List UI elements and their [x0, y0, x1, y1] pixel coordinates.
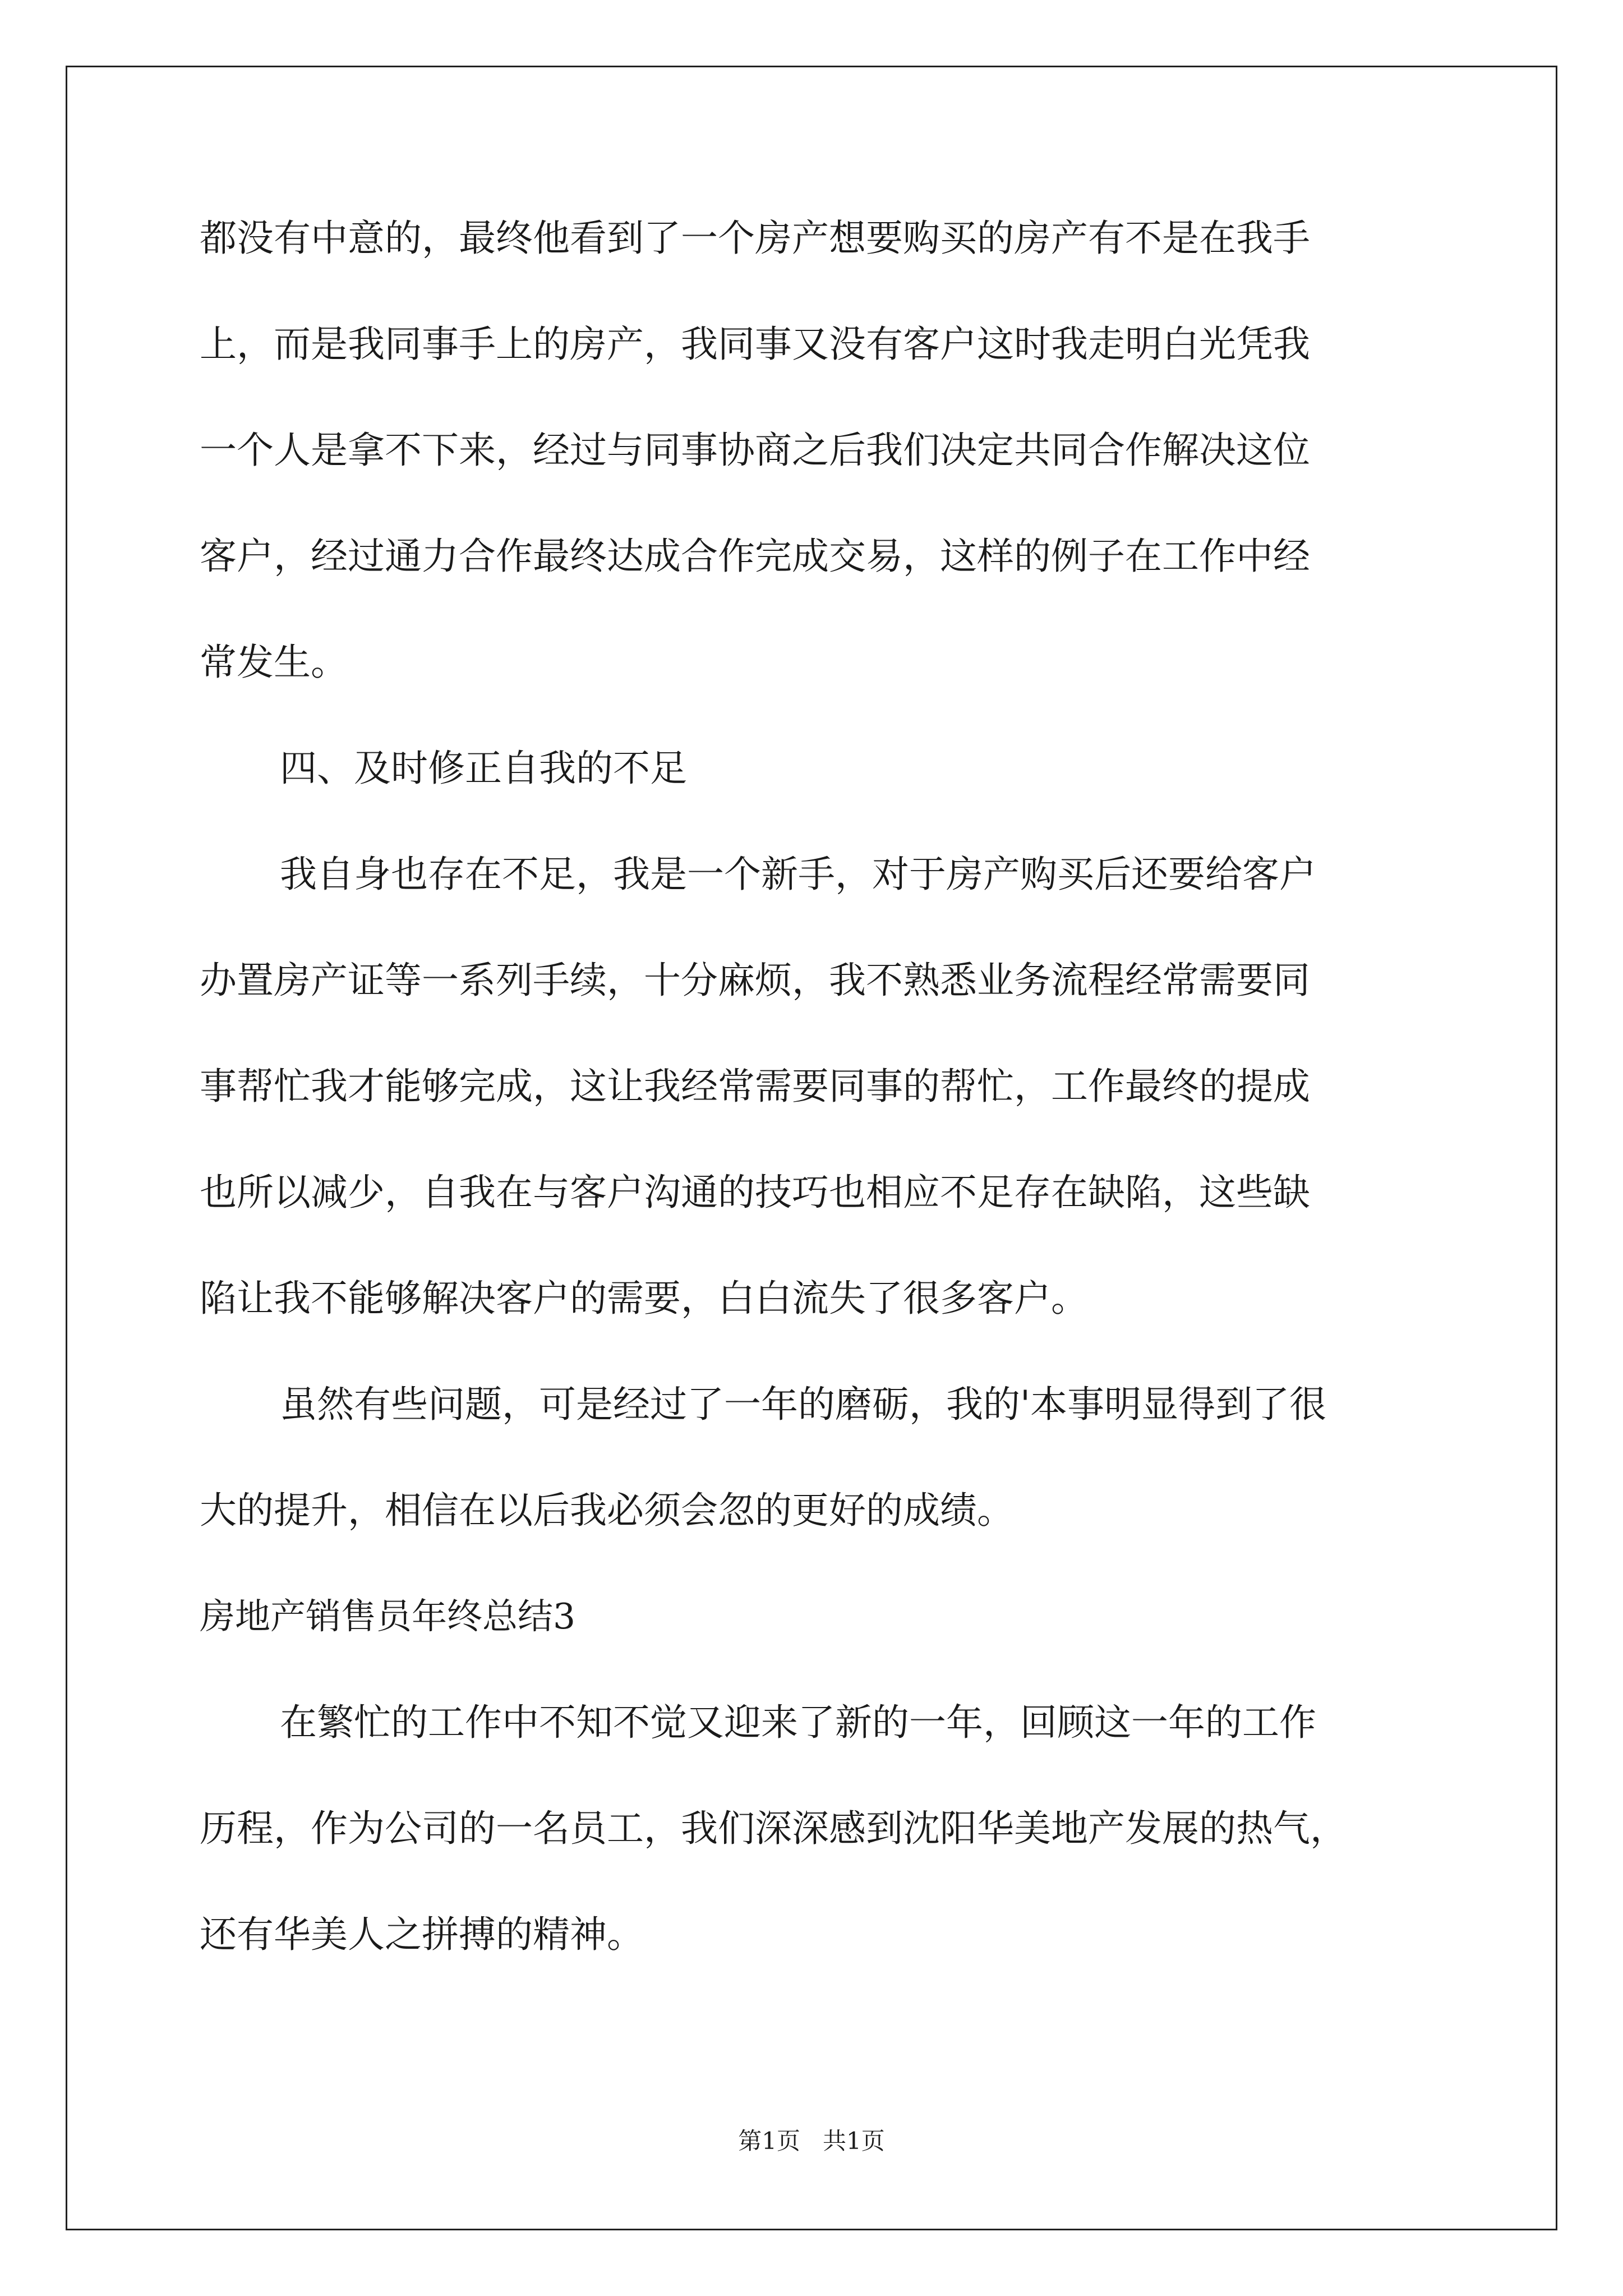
- section-heading: 四、及时修正自我的不足: [280, 747, 687, 790]
- paragraph-line: 客户，经过通力合作最终达成合作完成交易，这样的例子在工作中经: [200, 535, 1310, 578]
- paragraph-line: 虽然有些问题，可是经过了一年的磨砺，我的'本事明显得到了很: [280, 1383, 1327, 1426]
- paragraph-line: 历程，作为公司的一名员工，我们深深感到沈阳华美地产发展的热气，: [200, 1807, 1347, 1850]
- paragraph-line: 陷让我不能够解决客户的需要，白白流失了很多客户。: [200, 1277, 1088, 1320]
- paragraph-line: 都没有中意的，最终他看到了一个房产想要购买的房产有不是在我手: [200, 217, 1310, 260]
- paragraph-line: 常发生。: [200, 641, 348, 684]
- paragraph-line: 还有华美人之拼搏的精神。: [200, 1913, 644, 1956]
- page-footer: 第1页 共1页: [738, 2127, 885, 2155]
- paragraph-line: 事帮忙我才能够完成，这让我经常需要同事的帮忙，工作最终的提成: [200, 1065, 1310, 1108]
- paragraph-line: 我自身也存在不足，我是一个新手，对于房产购买后还要给客户: [280, 853, 1316, 896]
- paragraph-line: 大的提升，相信在以后我必须会忽的更好的成绩。: [200, 1489, 1014, 1532]
- paragraph-line: 在繁忙的工作中不知不觉又迎来了新的一年，回顾这一年的工作: [280, 1701, 1316, 1744]
- paragraph-line: 上，而是我同事手上的房产，我同事又没有客户这时我走明白光凭我: [200, 323, 1310, 366]
- document-body: [200, 217, 1461, 2022]
- document-title: 房地产销售员年终总结3: [200, 1596, 576, 1637]
- paragraph-line: 一个人是拿不下来，经过与同事协商之后我们决定共同合作解决这位: [200, 429, 1310, 472]
- paragraph-line: 办置房产证等一系列手续，十分麻烦，我不熟悉业务流程经常需要同: [200, 959, 1310, 1002]
- paragraph-line: 也所以减少，自我在与客户沟通的技巧也相应不足存在缺陷，这些缺: [200, 1171, 1310, 1214]
